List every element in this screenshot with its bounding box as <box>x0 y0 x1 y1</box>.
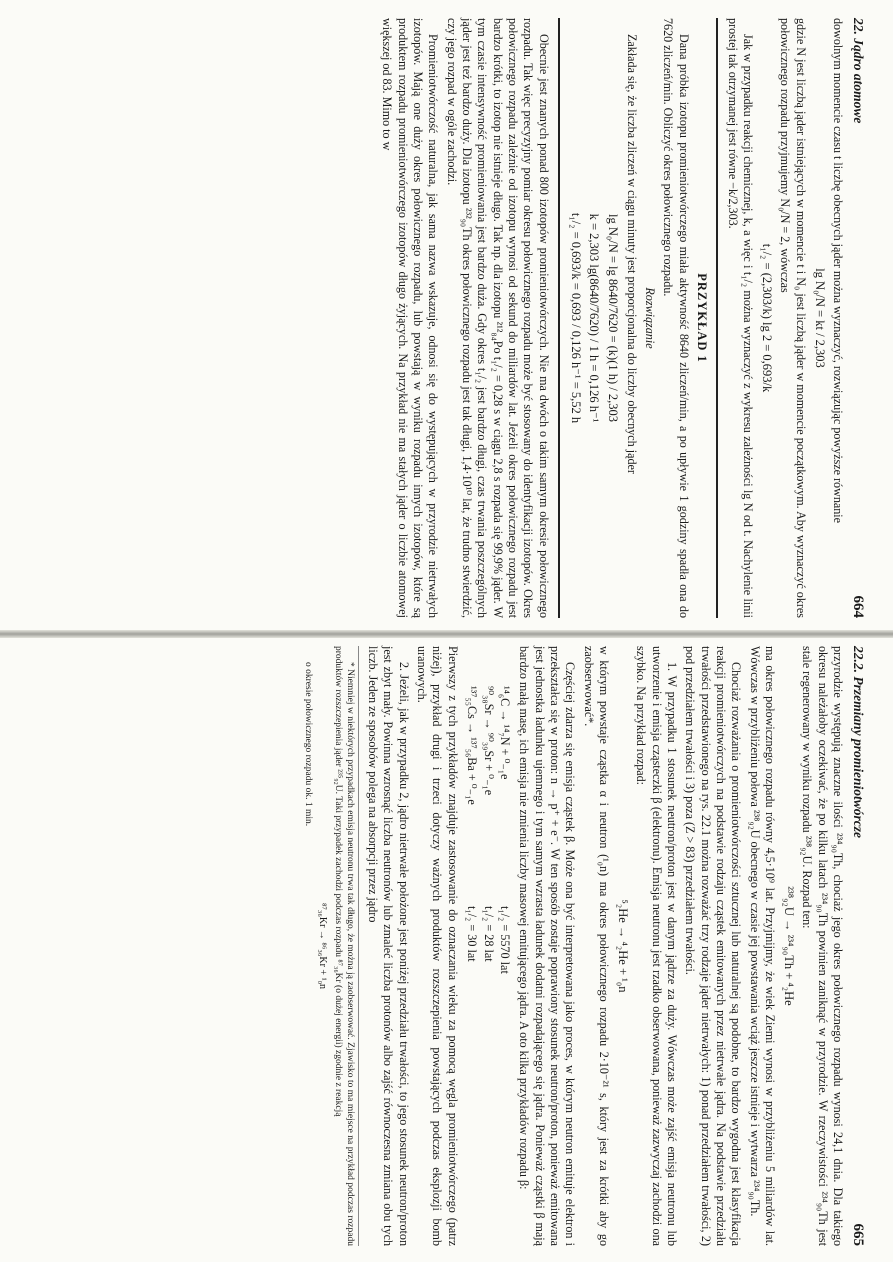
paragraph: Pierwszy z tych przykładów znajduje zastosowanie do oznaczania wieku za pomocą węgla promieniotwórczego (patrz niżej), przykład drugi i trzeci dotyczy ważnych produktów rozszczepienia powstających podczas eksplozji bomb uranowych. <box>414 646 460 1246</box>
paragraph: 2. Jeżeli, jak w przypadku 2, jądro nietrwałe położone jest poniżej przedziału trwałości, to jego stosunek neutron/proton jest zbyt mały. Powinna wzrosnąć liczba neutronów lub zmaleć liczba protonów albo zajść równoczesna zmiana obu tych liczb. Jeden ze sposobów polega na absorpcji przez jądro <box>365 646 411 1246</box>
footnote-equation: ⁸⁷₃₆Kr → ⁸⁶₃₆Kr + ¹₀n <box>317 902 329 990</box>
page-body <box>379 18 845 618</box>
footnote-text: o okresie połowicznego rozpadu ok. 1 min. <box>303 662 314 827</box>
paragraph: gdzie N jest liczbą jąder istniejących w momencie t i N₀ jest liczbą jąder w momencie początkowym. Aby wyznaczyć okres połowicznego rozpadu przyjmujemy N₀/N = 2, wówczas <box>778 18 808 618</box>
paragraph: Chociaż rozważania o promieniotwórczości sztucznej lub naturalnej są podobne, to bardzo wygodna jest klasyfikacja reakcji promieniotwórczych na podstawie rodzaju cząstek emitowanych przez nietrwałe jądra. Na podstawie przedziału trwałości przedstawionego na rys. 22.1 można rozważać trzy rodzaje jąder nietrwałych: 1) ponad przedziałem trwałości, 2) pod przedziałem trwałości i 3) poza (Z > 83) przedziałem trwałości. <box>683 646 744 1246</box>
beta-decay-list <box>464 686 512 1246</box>
equation: ⁵₂He → ⁴₂He + ¹₀n <box>616 899 630 993</box>
page-number: 665 <box>850 1223 866 1246</box>
page-body <box>302 646 845 1246</box>
reaction-row <box>497 686 512 1246</box>
reaction-equation: ¹⁴₆C → ¹⁴₇N + ⁰₋₁e <box>498 686 513 780</box>
example-title: PRZYKŁAD 1 <box>694 273 709 363</box>
paragraph: w którym powstaje cząstka α i neutron (¹₀n) ma okres połowicznego rozpadu 2·10⁻²¹ s, który jest za krótki aby go zaobserwować*. <box>581 646 612 1246</box>
chapter-title: 22. Jądro atomowe <box>851 18 866 124</box>
paragraph: Jak w przypadku reakcji chemicznej, k, a więc i t₁/₂ można wyznaczyć z wykresu zależności lg N od t. Nachylenie linii prostej tak otrzymanej jest równe −k/2,303. <box>725 18 756 618</box>
book-page-664 <box>6 18 866 618</box>
chapter-title: 22.2. Przemiany promieniotwórcze <box>851 646 866 838</box>
half-life: t₁/₂ = 28 lat <box>481 906 496 962</box>
page-header <box>845 646 866 1246</box>
reaction-equation: ¹³⁷₅₅Cs → ¹³⁷₅₆Ba + ⁰₋₁e <box>465 686 480 805</box>
footnote-text: * Niemniej w niektórych przypadkach emisja neutronu trwa tak długo, że można ją zaobserwować. Zjawisko to ma miejsce na przykład podczas rozpadu produktów rozszczepienia jąder ²³⁵₉₂U. Taki przypadek zachodzi podczas rozpadu ⁸⁷₃₆Kr (o dużej energii) zgodnie z reakcją <box>332 646 355 1246</box>
page-header <box>845 18 866 618</box>
footnote <box>302 646 359 1246</box>
paragraph: 1. W przypadku 1 stosunek neutron/proton jest w danym jądrze za duży. Wówczas może zajść emisja neutronu lub utworzenie i emisja cząsteczki β (elektronu). Emisja neutronu jest rzadko obserwowana, ponieważ zazwyczaj zachodzi ona szybko. Na przykład rozpad: <box>634 646 680 1246</box>
half-life: t₁/₂ = 30 lat <box>465 906 480 962</box>
reaction-row <box>480 686 495 1246</box>
equation: t₁/₂ = 0,693/k = 0,693 / 0,126 h⁻¹ = 5,52 h <box>568 212 583 424</box>
paragraph: przyrodzie występują znaczne ilości ²³⁴₉₀Th, chociaż jego okres połowicznego rozpadu wynosi 24,1 dnia. Dla takiego okresu należałoby oczekiwać, że po kilku latach ²³⁴₉₀Th powinien zaniknąć w przyrodzie. W rzeczywistości ²³⁴₉₀Th jest stale regenerowany w wyniku rozpadu ²³⁸₉₂U. Rozpad ten: <box>800 646 845 1246</box>
equation: t₁/₂ = (2,303/k) lg 2 = 0,693/k <box>760 243 775 393</box>
equation: lg N₀/N = kt / 2,303 <box>812 268 827 368</box>
page-fold-shadow <box>0 630 893 638</box>
solution-label: Rozwiązanie <box>642 287 657 349</box>
section-rule <box>558 18 560 618</box>
equation: k = 2,303 lg(8640/7620) / 1 h = 0,126 h⁻¹ <box>587 213 602 423</box>
example-text: Dana próbka izotopu promieniotwórczego miała aktywność 8640 zliczeń/min, a po upływie 1 godziny spadła ona do 7620 zliczeń/min. Obliczyć okres połowicznego rozpadu. <box>661 18 691 618</box>
section-rule <box>716 18 718 618</box>
paragraph: ma okres połowicznego rozpadu równy 4,5·10⁹ lat. Przyjmijmy, że wiek Ziemi wynosi w przybliżeniu 5 miliardów lat. Wówczas w przybliżeniu połowa ²³⁸₉₂U obecnego w czasie jej powstawania wciąż jeszcze istnieje i wytwarza ²³⁴₉₀Th. <box>747 646 778 1246</box>
paragraph: Obecnie jest znanych ponad 800 izotopów promieniotwórczych. Nie ma dwóch o takim samym okresie połowicznego rozpadu. Tak więc precyzyjny pomiar okresu połowicznego rozpadu może być stosowany do identyfikacji izotopów. Okres połowicznego rozpadu zależnie od izotopu wynosi od sekund do miliardów lat. Jeżeli okres połowicznego rozpadu jest bardzo krótki, to izotop nie istnieje długo. Tak np. dla izotopu ²¹²₈₄Po t₁/₂ = 0,28 s w ciągu 2,8 s rozpada się 99,9% jąder. W tym czasie intensywność promieniowania jest bardzo duża. Gdy okres t₁/₂ jest bardzo długi, czas trwania poszczególnych jąder jest też bardzo duży. Dla izotopu ²³²₉₀Th okres połowicznego rozpadu jest tak długi, 1,4·10¹⁰ lat, że trudno stwierdzić, czy jego rozpad w ogóle zachodzi. <box>444 18 551 618</box>
equation: lg N₀/N = lg 8640/7620 = (k)(1 h) / 2,303 <box>606 213 621 423</box>
page-number: 664 <box>850 595 866 618</box>
book-page-665 <box>6 646 866 1246</box>
paragraph: dowolnym momencie czasu t liczbę obecnych jąder można wyznaczyć, rozwiązując powyższe równanie <box>831 18 845 524</box>
reaction-equation: ⁹⁰₃₈Sr → ⁹⁰₃₉Sr + ⁰₋₁e <box>481 686 496 796</box>
half-life: t₁/₂ = 5570 lat <box>498 906 513 974</box>
paragraph: Zakłada się, że liczba zliczeń w ciągu minuty jest proporcjonalna do liczby obecnych jąder <box>624 34 639 474</box>
paragraph: Promieniotwórczość naturalna, jak sama nazwa wskazuje, odnosi się do występujących w przyrodzie nietrwałych izotopów. Mają one duży okres połowicznego rozpadu, lub powstają w wyniku rozpadu innych izotopów, które są produktem rozpadu promieniotwórczego izotopów długo żyjących. Na przykład nie ma stałych jąder o liczbie atomowej większej od 83. Mimo to w <box>380 18 441 618</box>
paragraph: Częściej zdarza się emisja cząstek β. Może ona być interpretowana jako proces, w którym neutron emituje elektron i przekształca się w proton: n → p⁺ + e⁻. W ten sposób zostaje poprawiony stosunek neutron/proton, ponieważ emitowana jest jednostka ładunku ujemnego i tym samym wzrasta ładunek dodatni rozpadającego się jądra. Ponieważ cząstki β mają bardzo małą masę, ich emisja nie zmienia liczby masowej emitującego jądra. A oto kilka przykładów rozpadu β: <box>517 646 578 1246</box>
reaction-row <box>464 686 479 1246</box>
equation: ²³⁸₉₂U → ²³⁴₉₀Th + ⁴₂He <box>781 886 796 1006</box>
